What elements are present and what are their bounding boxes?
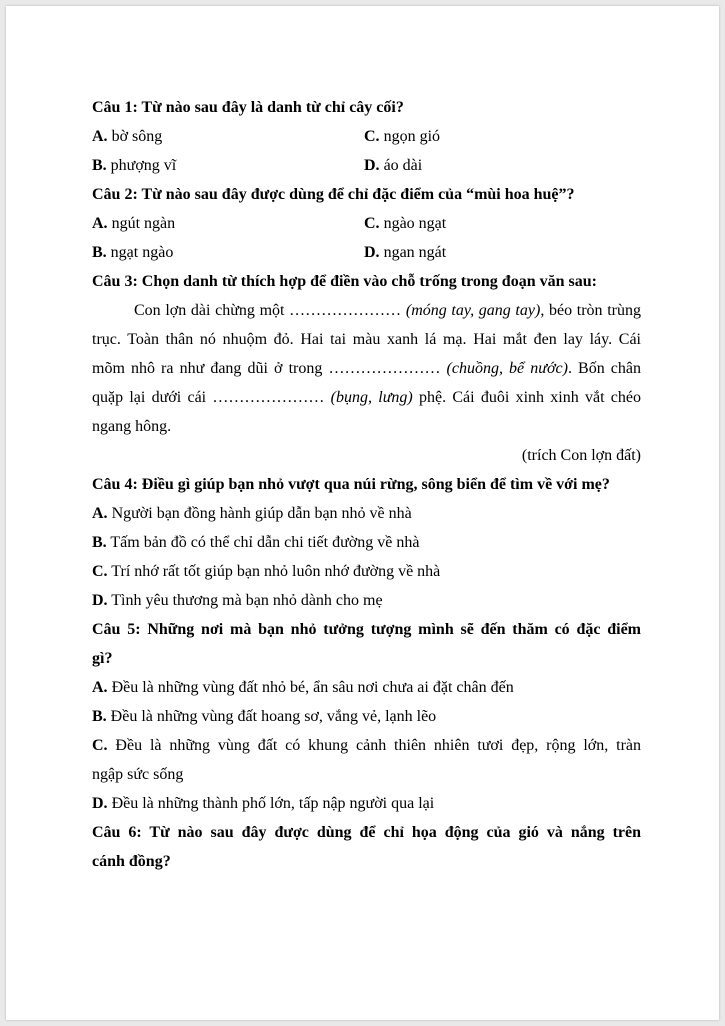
option-b: B. Đều là những vùng đất hoang sơ, vắng vẻ, lạnh lẽo [92,708,437,725]
option-b: B. Tấm bản đồ có thể chỉ dẫn chi tiết đường về nhà [92,534,420,551]
document-page [6,6,719,1020]
question-6-title-line-2: cánh đồng? [92,853,171,870]
question-2-options-row-1 [92,209,641,238]
option-c: C. ngào ngạt [364,215,447,232]
option-d: D. Tình yêu thương mà bạn nhỏ dành cho mẹ [92,592,383,609]
question-5-title-line-2: gì? [92,650,113,667]
question-2-options-row-2 [92,238,641,267]
question-5-title-line-1: Câu 5: Những nơi mà bạn nhỏ tưởng tượng mình sẽ đến thăm có đặc điểm [92,621,641,638]
question-1-title: Câu 1: Từ nào sau đây là danh từ chỉ cây cối? [92,99,404,116]
question-2-title: Câu 2: Từ nào sau đây được dùng để chỉ đặc điểm của “mùi hoa huệ”? [92,186,575,203]
passage-source: (trích Con lợn đất) [521,447,641,464]
passage-line-4: quặp lại dưới cái ………………… (bụng, lưng) phệ. Cái đuôi xinh xinh vắt chéo [92,389,642,406]
option-c-continued: ngập sức sống [92,766,184,783]
option-a: A. Người bạn đồng hành giúp dẫn bạn nhỏ về nhà [92,505,412,522]
question-1-options-row-2 [92,151,641,180]
option-c: C. Đều là những vùng đất có khung cảnh thiên nhiên tươi đẹp, rộng lớn, tràn [92,737,641,754]
question-3-title: Câu 3: Chọn danh từ thích hợp để điền vào chỗ trống trong đoạn văn sau: [92,273,597,290]
option-c: C. ngọn gió [364,128,441,145]
passage-line-1: Con lợn dài chừng một ………………… (móng tay, gang tay), béo tròn trùng [134,302,641,319]
option-a: A. ngút ngàn [92,215,176,232]
option-b: B. ngạt ngào [92,244,174,261]
option-a: A. Đều là những vùng đất nhỏ bé, ẩn sâu nơi chưa ai đặt chân đến [92,679,514,696]
passage-line-5: ngang hông. [92,418,172,435]
option-d: D. Đều là những thành phố lớn, tấp nập người qua lại [92,795,435,812]
passage-line-2: trục. Toàn thân nó nhuộm đỏ. Hai tai màu xanh lá mạ. Hai mắt đen lay láy. Cái [92,331,641,348]
option-b: B. phượng vĩ [92,157,177,174]
passage-line-3: mõm nhô ra như đang dũi ở trong ………………… (chuồng, bể nước). Bốn chân [92,360,641,377]
option-d: D. ngan ngát [364,244,447,261]
option-a: A. bờ sông [92,128,163,145]
worksheet-content [92,93,641,876]
question-6-title-line-1: Câu 6: Từ nào sau đây được dùng để chỉ họa động của gió và nắng trên [92,824,641,841]
option-d: D. áo dài [364,157,423,174]
question-4-title: Câu 4: Điều gì giúp bạn nhỏ vượt qua núi rừng, sông biển để tìm về với mẹ? [92,476,610,493]
question-1-options-row-1 [92,122,641,151]
option-c: C. Trí nhớ rất tốt giúp bạn nhỏ luôn nhớ đường về nhà [92,563,441,580]
